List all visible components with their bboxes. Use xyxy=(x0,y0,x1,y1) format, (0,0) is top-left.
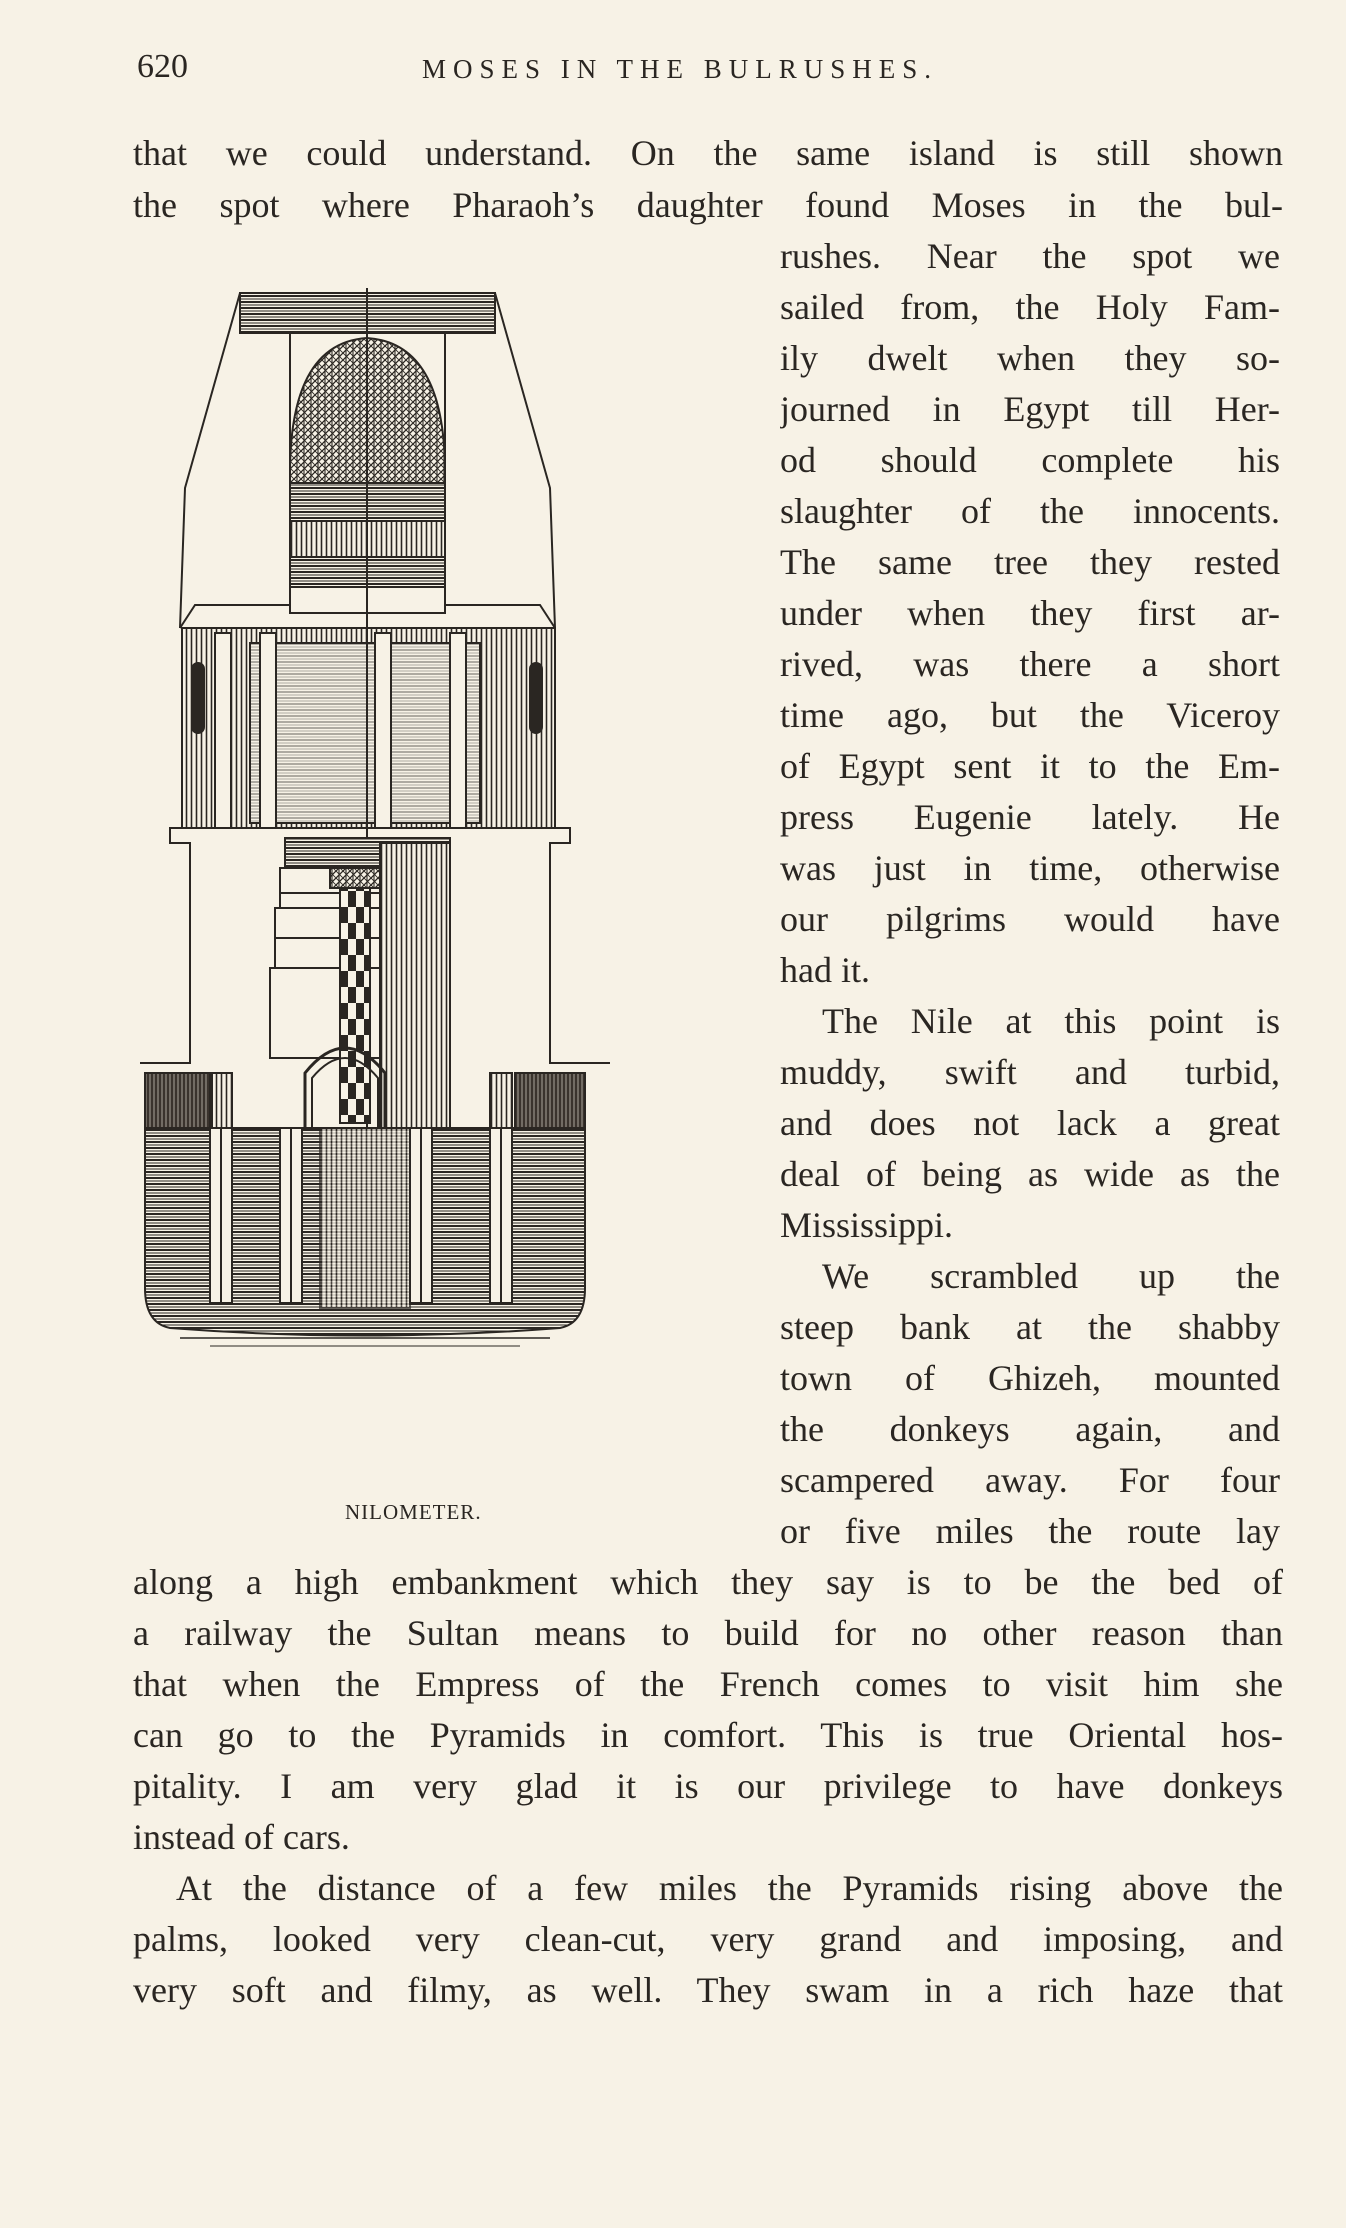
text-line: that we could understand. On the same island is still shown xyxy=(133,133,1283,173)
text-line: a railway the Sultan means to build for no other reason than xyxy=(133,1613,1283,1653)
page-number: 620 xyxy=(137,48,188,85)
text-line: the donkeys again, and xyxy=(780,1409,1280,1449)
text-line: We scrambled up the xyxy=(822,1256,1280,1296)
figure-caption: NILOMETER. xyxy=(345,1500,482,1524)
text-line: along a high embankment which they say is to be the bed of xyxy=(133,1562,1283,1602)
text-line: under when they first ar- xyxy=(780,593,1280,633)
text-line: can go to the Pyramids in comfort. This is true Oriental hos- xyxy=(133,1715,1283,1755)
text-line: od should complete his xyxy=(780,440,1280,480)
text-line: pitality. I am very glad it is our privilege to have donkeys xyxy=(133,1766,1283,1806)
text-line: slaughter of the innocents. xyxy=(780,491,1280,531)
text-line: town of Ghizeh, mounted xyxy=(780,1358,1280,1398)
running-head xyxy=(137,42,1067,92)
text-line: or five miles the route lay xyxy=(780,1511,1280,1551)
text-line: steep bank at the shabby xyxy=(780,1307,1280,1347)
text-line: scampered away. For four xyxy=(780,1460,1280,1500)
text-line: journed in Egypt till Her- xyxy=(780,389,1280,429)
text-line: sailed from, the Holy Fam- xyxy=(780,287,1280,327)
text-line: and does not lack a great xyxy=(780,1103,1280,1143)
nilometer-illustration xyxy=(140,283,720,1463)
text-line: rived, was there a short xyxy=(780,644,1280,684)
text-line: At the distance of a few miles the Pyramids rising above the xyxy=(176,1868,1283,1908)
text-line: that when the Empress of the French comes to visit him she xyxy=(133,1664,1283,1704)
text-line: palms, looked very clean-cut, very grand and imposing, and xyxy=(133,1919,1283,1959)
text-line: rushes. Near the spot we xyxy=(780,236,1280,276)
text-line: press Eugenie lately. He xyxy=(780,797,1280,837)
text-line: The same tree they rested xyxy=(780,542,1280,582)
text-line: was just in time, otherwise xyxy=(780,848,1280,888)
text-line: ily dwelt when they so- xyxy=(780,338,1280,378)
text-line: had it. xyxy=(780,950,870,990)
text-line: very soft and filmy, as well. They swam in a rich haze that xyxy=(133,1970,1283,2010)
text-line: time ago, but the Viceroy xyxy=(780,695,1280,735)
text-line: the spot where Pharaoh’s daughter found Moses in the bul- xyxy=(133,185,1283,225)
text-line: of Egypt sent it to the Em- xyxy=(780,746,1280,786)
text-line: instead of cars. xyxy=(133,1817,350,1857)
text-line: our pilgrims would have xyxy=(780,899,1280,939)
text-line: muddy, swift and turbid, xyxy=(780,1052,1280,1092)
running-title: MOSES IN THE BULRUSHES. xyxy=(422,54,939,84)
text-line: The Nile at this point is xyxy=(822,1001,1280,1041)
text-line: deal of being as wide as the xyxy=(780,1154,1280,1194)
text-line: Mississippi. xyxy=(780,1205,954,1245)
